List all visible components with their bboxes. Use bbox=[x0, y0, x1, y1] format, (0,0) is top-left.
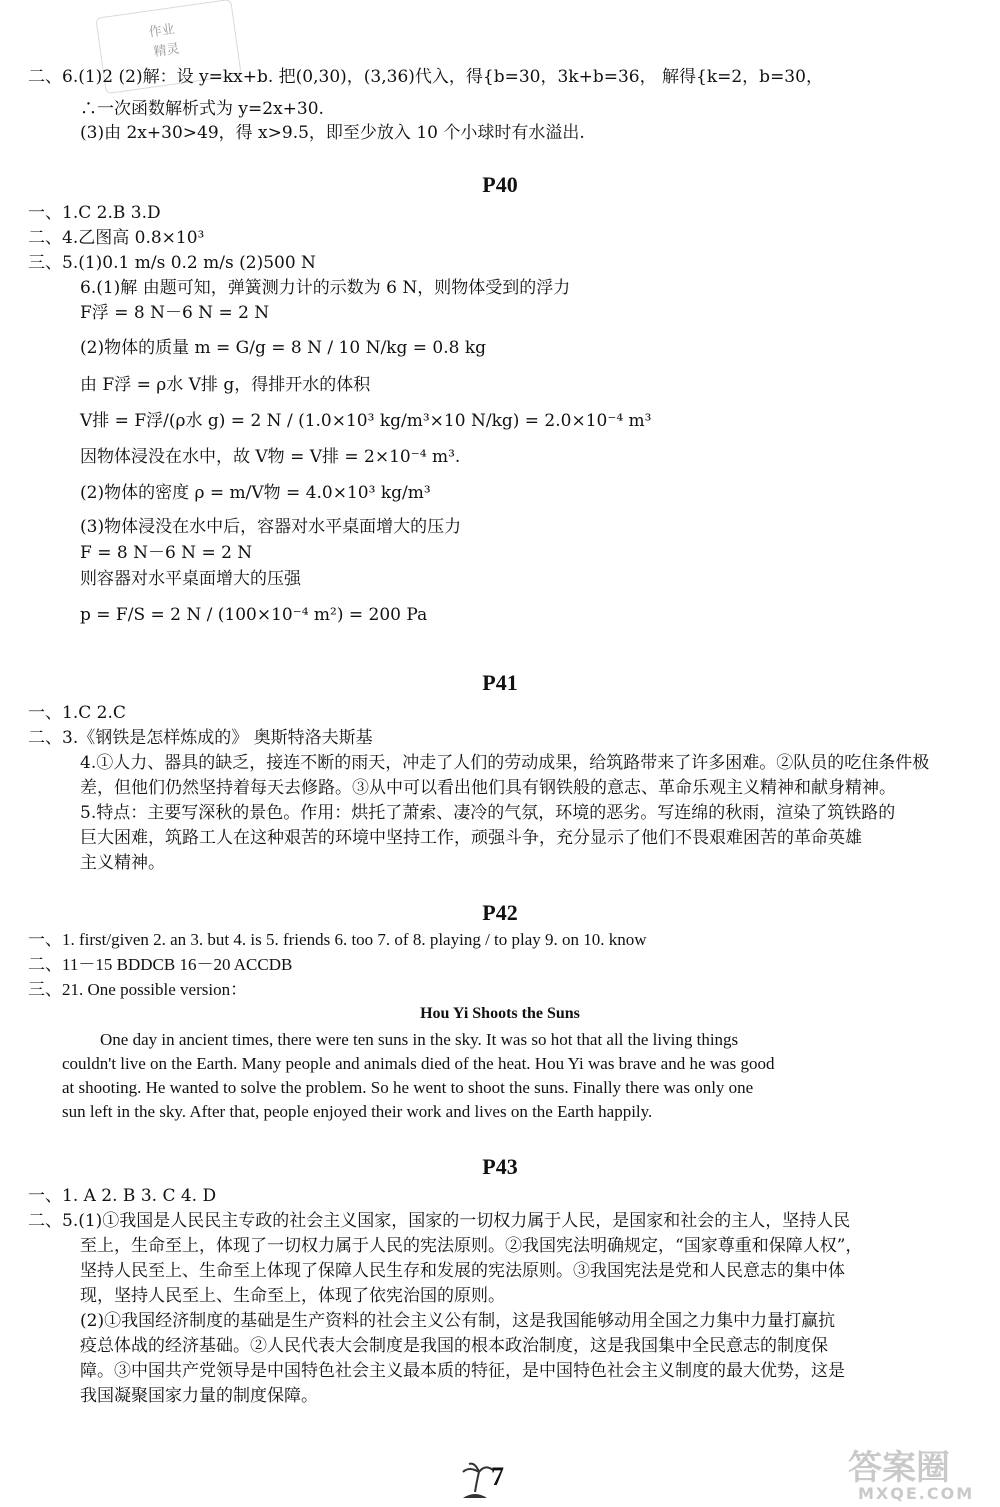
p40-line: (2)物体的质量 m = G/g = 8 N / 10 N/kg = 0.8 kg bbox=[80, 338, 487, 358]
p43-line: 至上，生命至上，体现了一切权力属于人民的宪法原则。②我国宪法明确规定，“国家尊重和保障人权”， bbox=[80, 1236, 863, 1256]
p40-line: (3)物体浸没在水中后，容器对水平桌面增大的压力 bbox=[80, 517, 462, 537]
p41-line: 5.特点：主要写深秋的景色。作用：烘托了萧索、凄冷的气氛，环境的恶劣。写连绵的秋雨，渲染了筑铁路的 bbox=[80, 803, 896, 823]
p40-line: p = F/S = 2 N / (100×10⁻⁴ m²) = 200 Pa bbox=[80, 605, 428, 625]
essay-title: Hou Yi Shoots the Suns bbox=[420, 1005, 580, 1022]
p40-line: (2)物体的密度 ρ = m/V物 = 4.0×10³ kg/m³ bbox=[80, 483, 431, 503]
p41-line: 一、1.C 2.C bbox=[28, 703, 126, 723]
p40-line: 6.(1)解 由题可知，弹簧测力计的示数为 6 N，则物体受到的浮力 bbox=[80, 278, 571, 298]
p41-line: 差，但他们仍然坚持着每天去修路。③从中可以看出他们具有钢铁般的意志、革命乐观主义精神和献身精神。 bbox=[80, 778, 896, 798]
p43-line: 一、1. A 2. B 3. C 4. D bbox=[28, 1186, 217, 1206]
p42-line: 三、21. One possible version： bbox=[28, 980, 248, 999]
p40-line: 则容器对水平桌面增大的压强 bbox=[80, 569, 301, 589]
p40-line: 二、4.乙图高 0.8×10³ bbox=[28, 228, 205, 248]
p41-line: 4.①人力、器具的缺乏，接连不断的雨天，冲走了人们的劳动成果，给筑路带来了许多困难。②队员的吃住条件极 bbox=[80, 753, 930, 773]
essay-line: couldn't live on the Earth. Many people and animals died of the heat. Hou Yi was brave and he was good bbox=[62, 1054, 775, 1073]
p43-line: 障。③中国共产党领导是中国特色社会主义最本质的特征，是中国特色社会主义制度的最大优势，这是 bbox=[80, 1361, 845, 1381]
p43-line: 我国凝聚国家力量的制度保障。 bbox=[80, 1386, 318, 1406]
page-number: 7 bbox=[491, 1462, 504, 1491]
heading-p40: P40 bbox=[482, 172, 518, 197]
essay-line: sun left in the sky. After that, people enjoyed their work and lives on the Earth happily. bbox=[62, 1102, 653, 1121]
top-line-3: (3)由 2x+30>49，得 x>9.5，即至少放入 10 个小球时有水溢出. bbox=[80, 123, 585, 143]
p42-line: 一、1. first/given 2. an 3. but 4. is 5. friends 6. too 7. of 8. playing / to play 9. on 10. know bbox=[28, 930, 647, 949]
watermark-top: 答案圈 bbox=[848, 1448, 950, 1488]
p43-line: 现，坚持人民至上、生命至上，体现了依宪治国的原则。 bbox=[80, 1286, 505, 1306]
watermark-bottom: MXQE.COM bbox=[858, 1484, 975, 1503]
p40-line: F = 8 N－6 N = 2 N bbox=[80, 543, 253, 563]
p40-line: 因物体浸没在水中，故 V物 = V排 = 2×10⁻⁴ m³. bbox=[80, 447, 461, 467]
p43-line: 疫总体战的经济基础。②人民代表大会制度是我国的根本政治制度，这是我国集中全民意志的制度保 bbox=[80, 1336, 828, 1356]
p43-line: (2)①我国经济制度的基础是生产资料的社会主义公有制，这是我国能够动用全国之力集中力量打赢抗 bbox=[80, 1311, 836, 1331]
essay-line: One day in ancient times, there were ten suns in the sky. It was so hot that all the living things bbox=[100, 1030, 739, 1049]
heading-p42: P42 bbox=[482, 900, 518, 925]
top-line-1: 二、6.(1)2 (2)解：设 y=kx+b. 把(0,30)，(3,36)代入，得{b=30，3k+b=36， 解得{k=2，b=30， bbox=[28, 67, 823, 87]
page-number-badge bbox=[455, 1460, 535, 1500]
p42-line: 二、11－15 BDDCB 16－20 ACCDB bbox=[28, 955, 293, 974]
essay-line: at shooting. He wanted to solve the problem. So he went to shoot the suns. Finally there was only one bbox=[62, 1078, 754, 1097]
heading-p43: P43 bbox=[482, 1154, 518, 1179]
p40-line: V排 = F浮/(ρ水 g) = 2 N / (1.0×10³ kg/m³×10 N/kg) = 2.0×10⁻⁴ m³ bbox=[80, 411, 652, 431]
p40-line: 三、5.(1)0.1 m/s 0.2 m/s (2)500 N bbox=[28, 253, 316, 273]
p41-line: 主义精神。 bbox=[80, 853, 165, 873]
p43-line: 坚持人民至上、生命至上体现了保障人民生存和发展的宪法原则。③我国宪法是党和人民意志的集中体 bbox=[80, 1261, 845, 1281]
p41-line: 巨大困难，筑路工人在这种艰苦的环境中坚持工作，顽强斗争，充分显示了他们不畏艰难困苦的革命英雄 bbox=[80, 828, 862, 848]
site-watermark bbox=[838, 1440, 988, 1505]
p43-line: 二、5.(1)①我国是人民民主专政的社会主义国家，国家的一切权力属于人民，是国家和社会的主人，坚持人民 bbox=[28, 1211, 851, 1231]
p41-line: 二、3.《钢铁是怎样炼成的》 奥斯特洛夫斯基 bbox=[28, 728, 373, 748]
p40-line: F浮 = 8 N－6 N = 2 N bbox=[80, 303, 270, 323]
top-line-2: ∴一次函数解析式为 y=2x+30. bbox=[80, 99, 324, 119]
p40-line: 由 F浮 = ρ水 V排 g，得排开水的体积 bbox=[80, 375, 371, 395]
stamp-text-1: 作业 bbox=[147, 22, 176, 41]
p40-line: 一、1.C 2.B 3.D bbox=[28, 203, 161, 223]
stamp-text-2: 精灵 bbox=[152, 41, 181, 61]
heading-p41: P41 bbox=[482, 670, 518, 695]
